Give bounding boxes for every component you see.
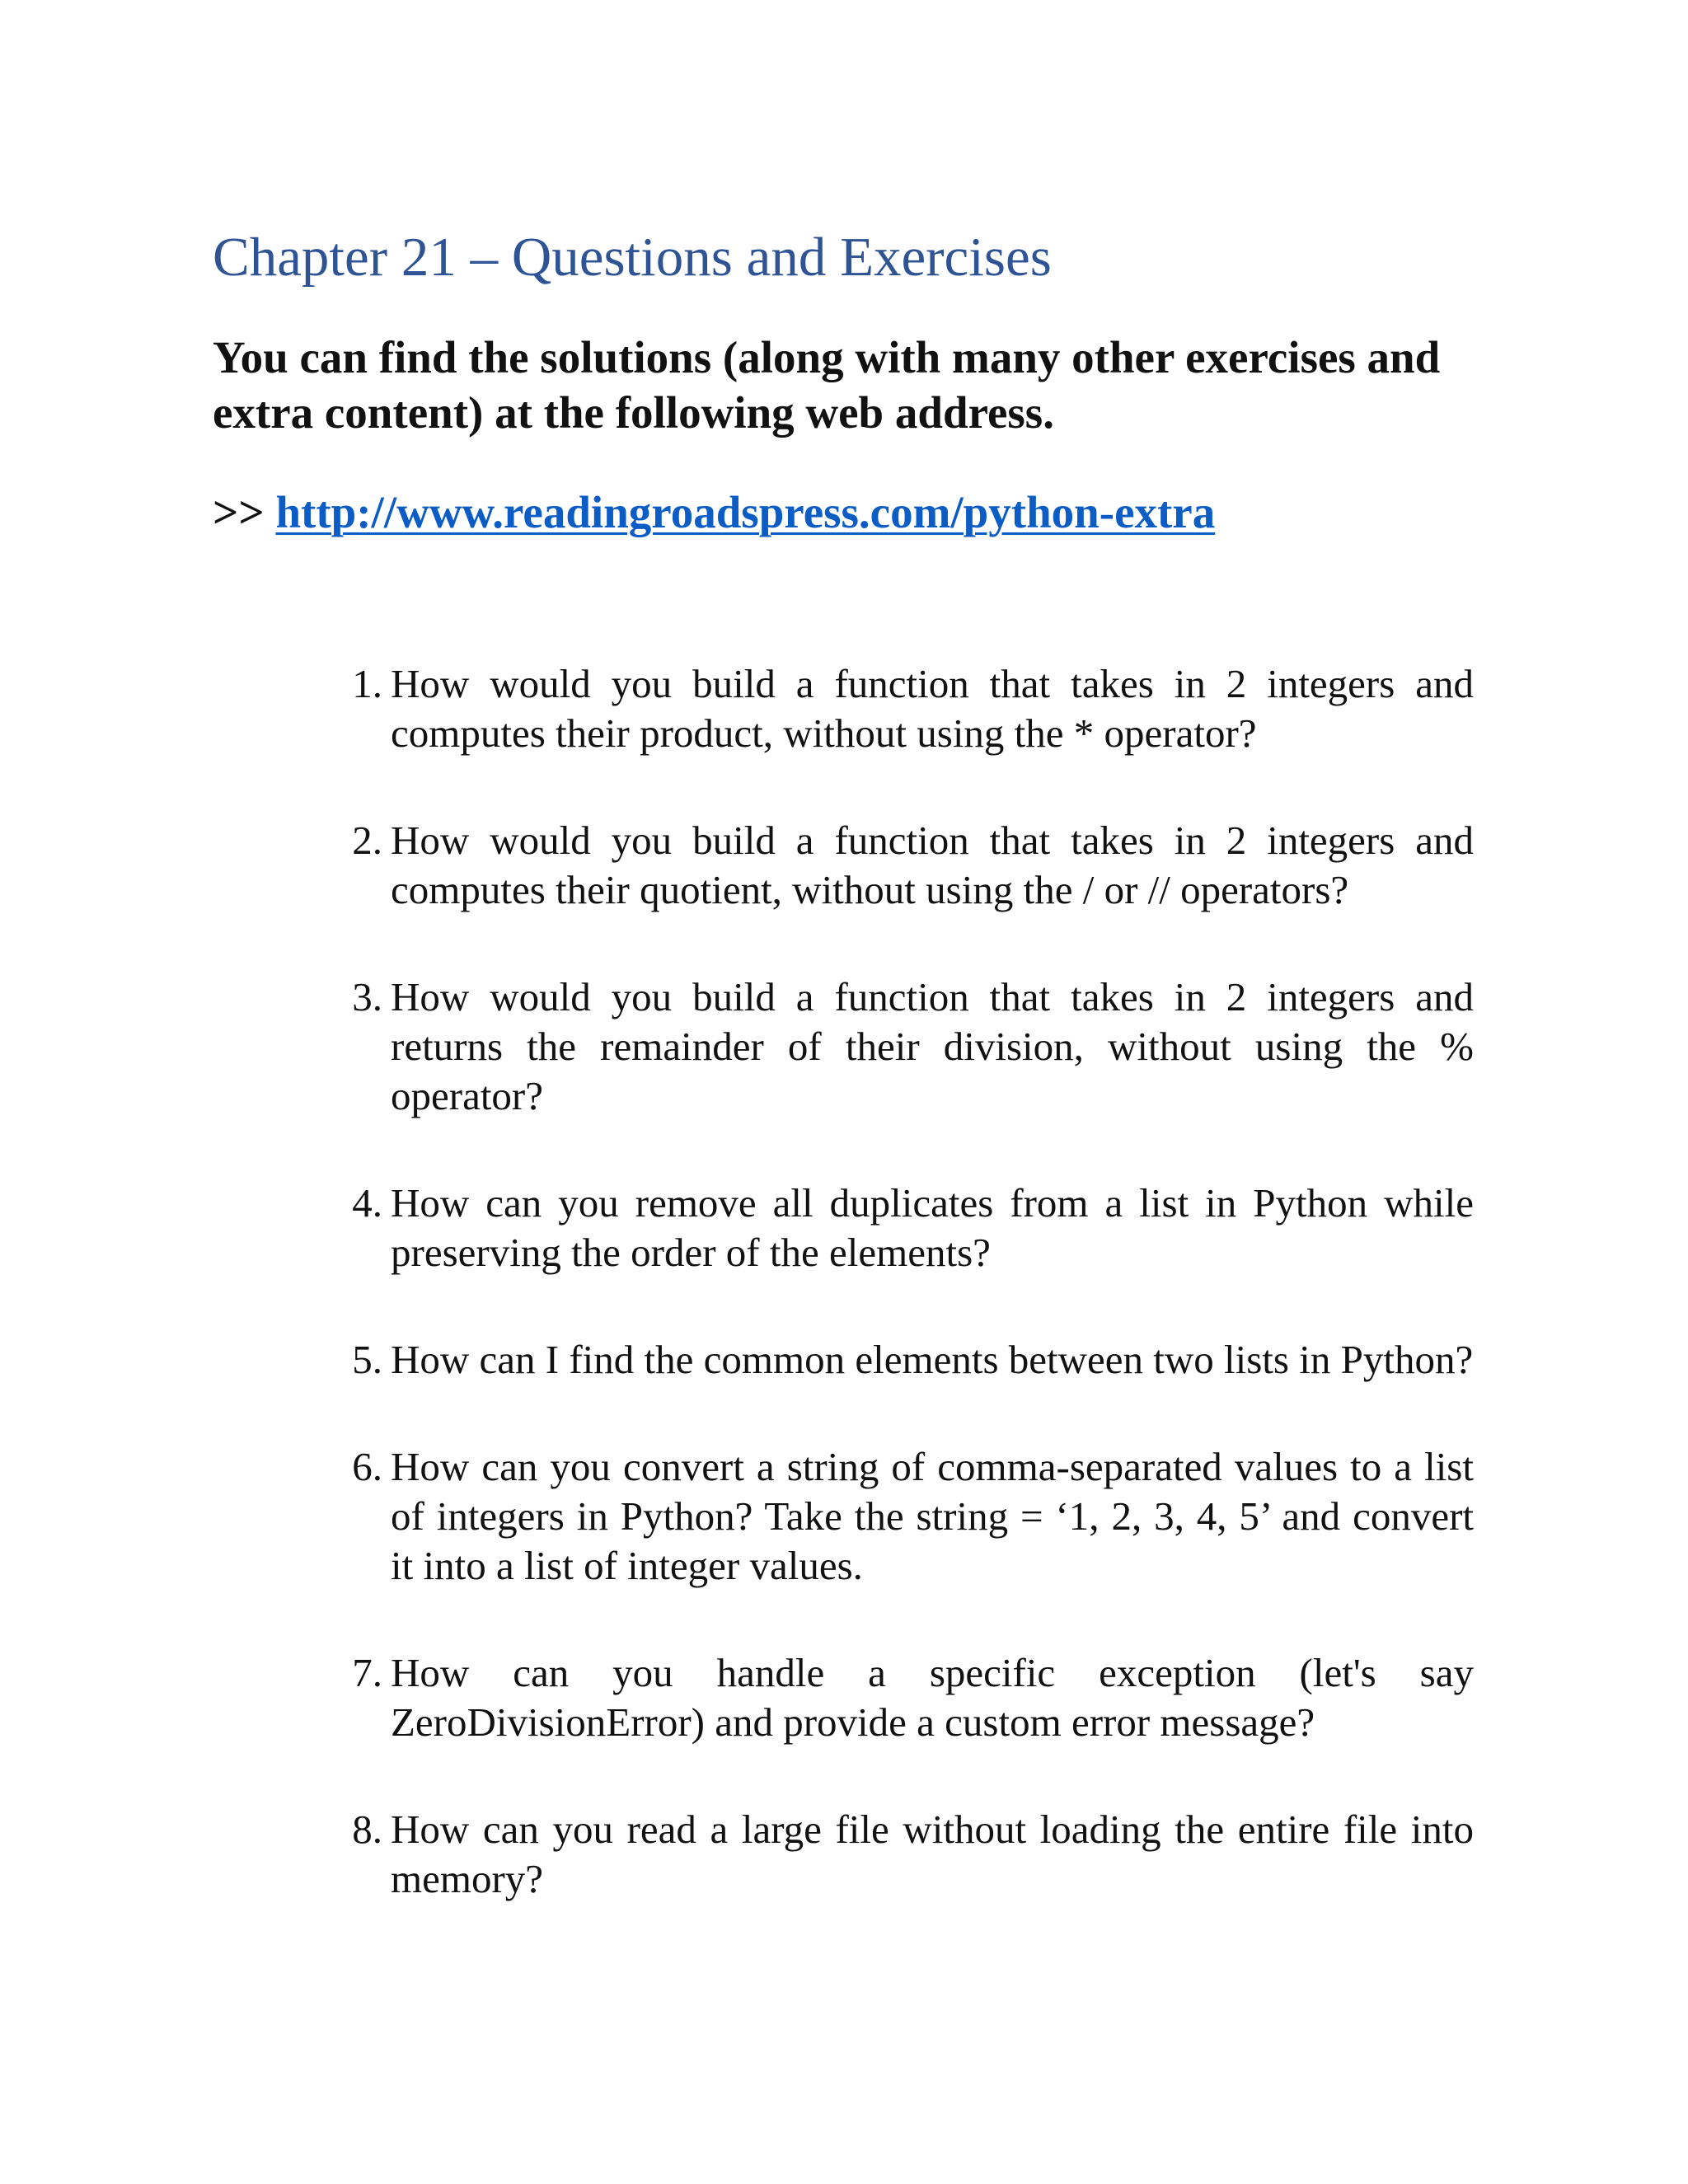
- question-text: How can you read a large file without loading the entire file into memory?: [391, 1807, 1474, 1901]
- question-number: 7.: [352, 1650, 382, 1695]
- solutions-link[interactable]: http://www.readingroadspress.com/python-extra: [275, 487, 1216, 537]
- intro-text: You can find the solutions (along with many other exercises and extra content) at the following web address.: [213, 332, 1441, 438]
- question-text: How can you convert a string of comma-separated values to a list of integers in Python? Take the string = ‘1, 2, 3, 4, 5’ and convert it into a list of integer values.: [391, 1444, 1474, 1588]
- question-item: [336, 1805, 1474, 1904]
- question-number: 4.: [352, 1180, 382, 1226]
- question-item: [336, 1442, 1474, 1591]
- question-number: 2.: [352, 818, 382, 863]
- question-number: 5.: [352, 1337, 382, 1382]
- question-item: [336, 1648, 1474, 1747]
- question-text: How can you remove all duplicates from a list in Python while preserving the order of the elements?: [391, 1180, 1474, 1275]
- question-item: [336, 1335, 1474, 1385]
- question-text: How can I find the common elements between two lists in Python?: [391, 1337, 1474, 1382]
- question-text: How can you handle a specific exception (let's say ZeroDivisionError) and provide a custom error message?: [391, 1650, 1474, 1745]
- link-prefix: >>: [213, 487, 265, 537]
- question-number: 1.: [352, 661, 382, 706]
- chapter-title: Chapter 21 – Questions and Exercises: [213, 227, 1052, 288]
- question-text: How would you build a function that takes in 2 integers and computes their product, without using the * operator?: [391, 661, 1474, 756]
- question-item: [336, 1179, 1474, 1277]
- question-item: [336, 972, 1474, 1121]
- question-number: 8.: [352, 1807, 382, 1852]
- question-item: [336, 816, 1474, 915]
- questions-list: [336, 659, 1474, 1961]
- question-item: [336, 659, 1474, 758]
- link-line: [213, 485, 1215, 540]
- question-text: How would you build a function that takes in 2 integers and returns the remainder of their division, without using the % operator?: [391, 974, 1474, 1118]
- question-number: 6.: [352, 1444, 382, 1489]
- question-text: How would you build a function that takes in 2 integers and computes their quotient, without using the / or // operators?: [391, 818, 1474, 912]
- question-number: 3.: [352, 974, 382, 1019]
